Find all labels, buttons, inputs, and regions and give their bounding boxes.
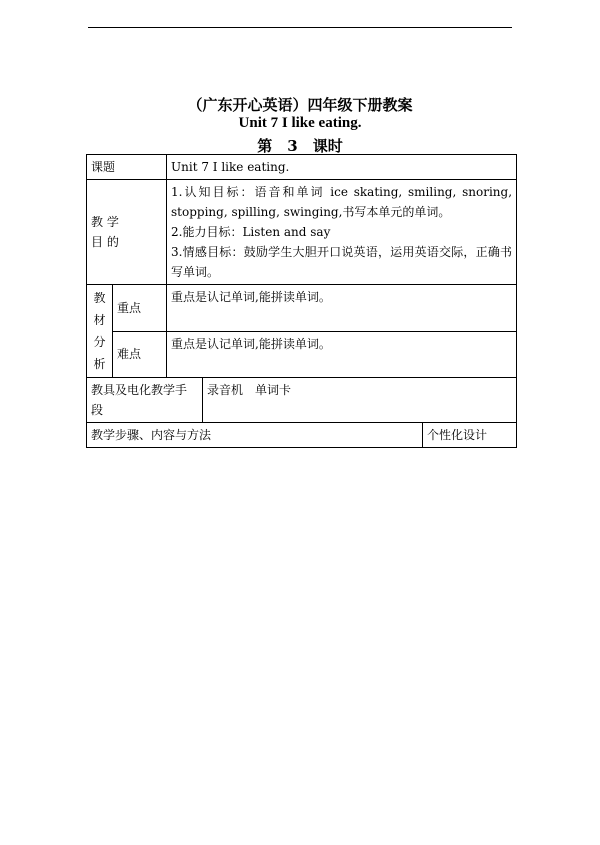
goals-label-line2: 目 的 — [91, 235, 119, 249]
tools-row — [87, 378, 517, 423]
goals-row — [87, 180, 517, 285]
topic-label: 课题 — [87, 155, 167, 180]
tools-label: 教具及电化教学手段 — [87, 378, 203, 423]
topic-row — [87, 155, 517, 180]
goals-label-line1: 教 学 — [91, 215, 119, 229]
unit-title: Unit 7 I like eating. — [238, 115, 362, 131]
topic-value: Unit 7 I like eating. — [167, 155, 517, 180]
goal-cognitive: 1.认知目标：语音和单词 ice skating, smiling, snoring, stopping, spilling, swinging,书写本单元的单词。 — [171, 185, 513, 219]
goal-ability: 2.能力目标：Listen and say — [171, 225, 331, 239]
goal-emotional: 3.情感目标：鼓励学生大胆开口说英语，运用英语交际，正确书写单词。 — [171, 245, 513, 279]
analysis-char-4: 析 — [93, 357, 106, 371]
tools-value: 录音机 单词卡 — [203, 378, 517, 423]
key-point-row — [87, 285, 517, 332]
personal-design-label: 个性化设计 — [423, 423, 517, 448]
document-title: （广东开心英语）四年级下册教案 — [187, 96, 413, 114]
key-point-label: 重点 — [113, 285, 167, 332]
header-rule — [88, 27, 512, 28]
difficult-point-label: 难点 — [113, 331, 167, 378]
difficult-point-value: 重点是认记单词,能拼读单词。 — [167, 331, 517, 378]
steps-label: 教学步骤、内容与方法 — [87, 423, 423, 448]
goals-content — [167, 180, 517, 285]
key-point-value: 重点是认记单词,能拼读单词。 — [167, 285, 517, 332]
analysis-char-2: 材 — [93, 313, 106, 327]
analysis-label — [87, 285, 113, 378]
analysis-char-3: 分 — [93, 335, 106, 349]
analysis-char-1: 教 — [93, 291, 106, 305]
goals-label — [87, 180, 167, 285]
lesson-number: 第 3 课时 — [257, 137, 343, 155]
lesson-plan-table — [86, 154, 517, 448]
difficult-point-row — [87, 331, 517, 378]
steps-row — [87, 423, 517, 448]
